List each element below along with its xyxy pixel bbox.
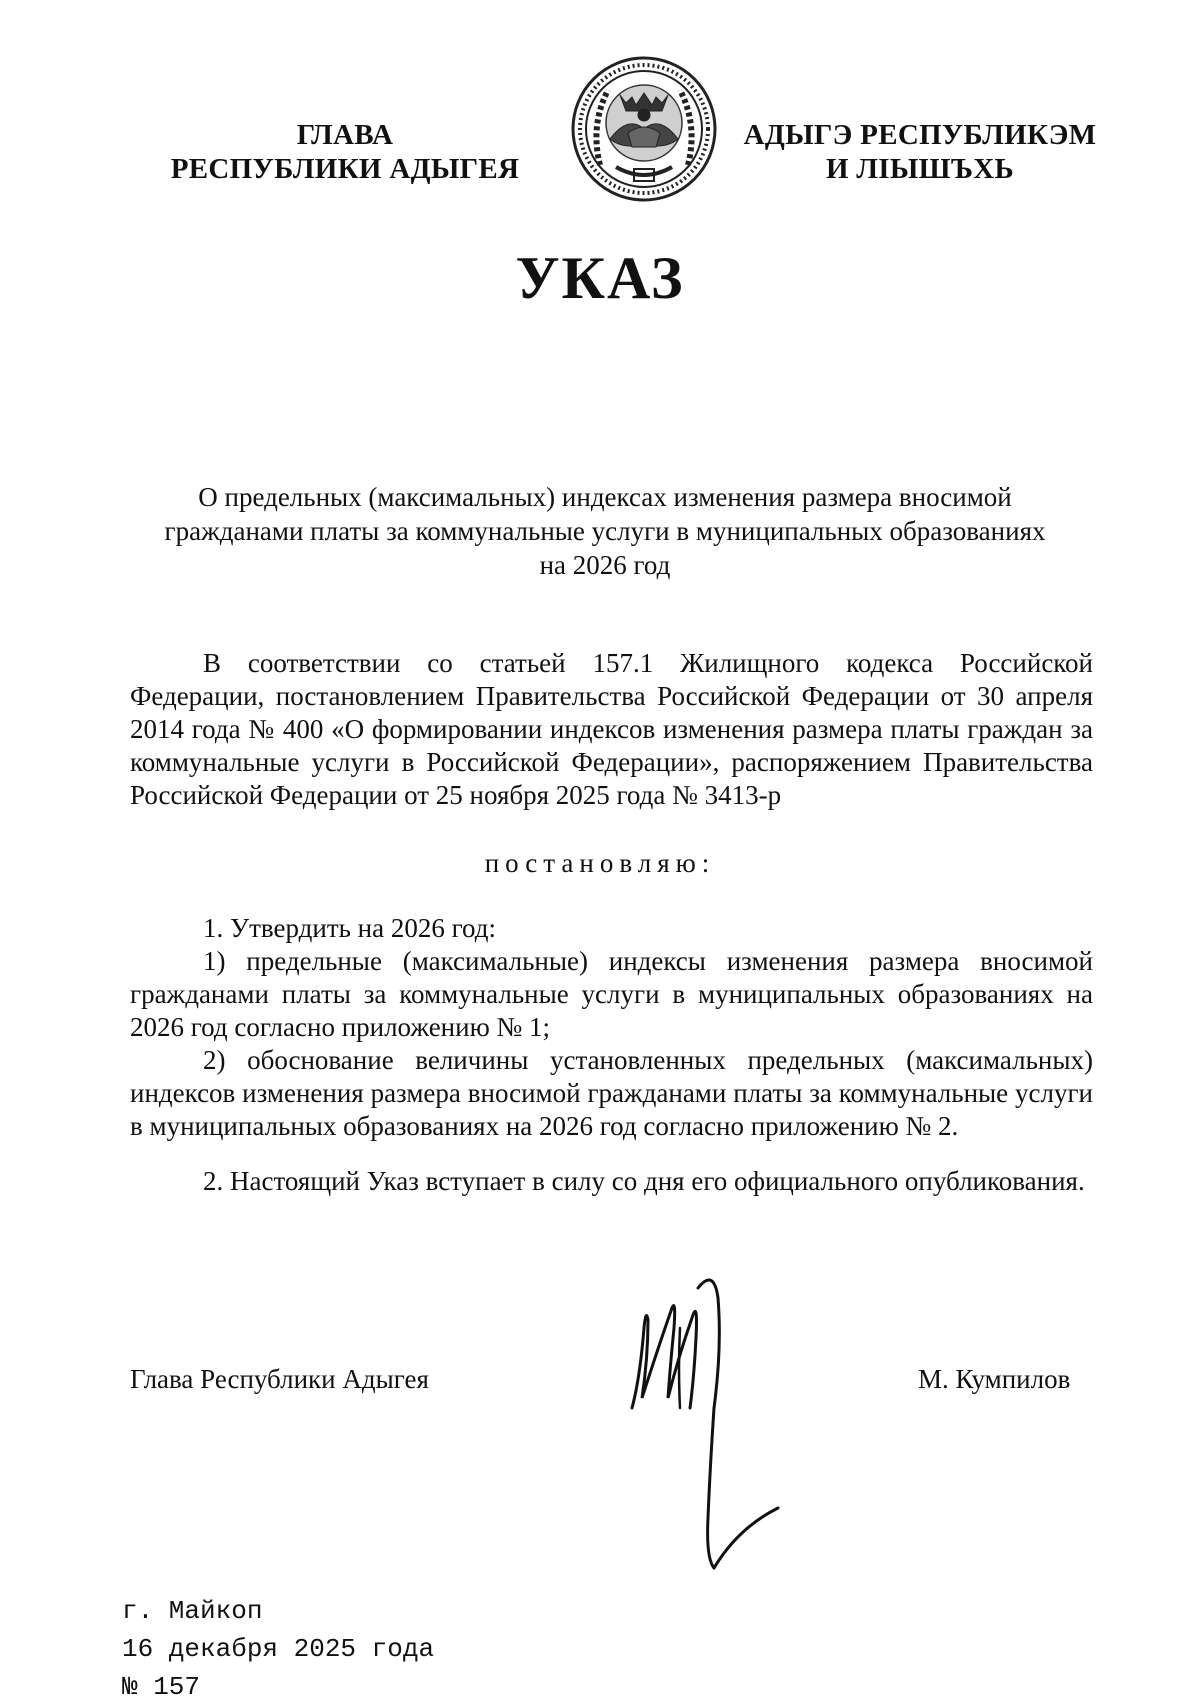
handwritten-signature-icon — [618, 1268, 838, 1578]
preamble-paragraph: В соответствии со статьей 157.1 Жилищного кодекса Российской Федерации, постановлением Правительства Российской Федерации от 30 апреля 2014 года № 400 «О формировании индексов изменения размера платы граждан за коммунальные услуги в Российской Федерации», распоряжением Правительства Российской Федерации от 25 ноября 2025 года № 3413-р — [130, 648, 1093, 810]
footer-date: 16 декабря 2025 года — [122, 1634, 435, 1664]
coat-of-arms-icon — [570, 55, 718, 203]
signatory-name: М. Кумпилов — [918, 1364, 1071, 1394]
document-title — [150, 480, 1060, 582]
header-left-line1: ГЛАВА — [296, 119, 394, 151]
title-line3: на 2026 год — [539, 550, 671, 580]
decree-word: постановляю: — [484, 848, 716, 878]
item-1-2: 2) обоснование величины установленных предельных (максимальных) индексов изменения размера вносимой гражданами платы за коммунальные услуги в муниципальных образованиях на 2026 год согласно приложению № 2. — [130, 1045, 1093, 1141]
header-right — [735, 118, 1105, 186]
header-right-line2: И ЛІЫШЪХЬ — [825, 153, 1015, 185]
item-1-1: 1) предельные (максимальные) индексы изменения размера вносимой гражданами платы за коммунальные услуги в муниципальных образованиях на 2026 год согласно приложению № 1; — [130, 946, 1093, 1042]
document-footer — [122, 1592, 434, 1706]
items-block — [130, 912, 1093, 1143]
header-right-line1: АДЫГЭ РЕСПУБЛИКЭМ — [743, 119, 1097, 151]
item-2: 2. Настоящий Указ вступает в силу со дня его официального опубликования. — [203, 1166, 1085, 1196]
title-line2: гражданами платы за коммунальные услуги в муниципальных образованиях — [164, 516, 1046, 546]
title-line1: О предельных (максимальных) индексах изменения размера вносимой — [198, 482, 1012, 512]
document-type: УКАЗ — [515, 245, 685, 311]
header-left — [160, 118, 530, 186]
signatory-position: Глава Республики Адыгея — [130, 1364, 429, 1394]
footer-number: № 157 — [122, 1672, 201, 1702]
item-1: 1. Утвердить на 2026 год: — [203, 913, 496, 943]
footer-city: г. Майкоп — [122, 1596, 263, 1626]
header-left-line2: РЕСПУБЛИКИ АДЫГЕЯ — [170, 153, 520, 185]
